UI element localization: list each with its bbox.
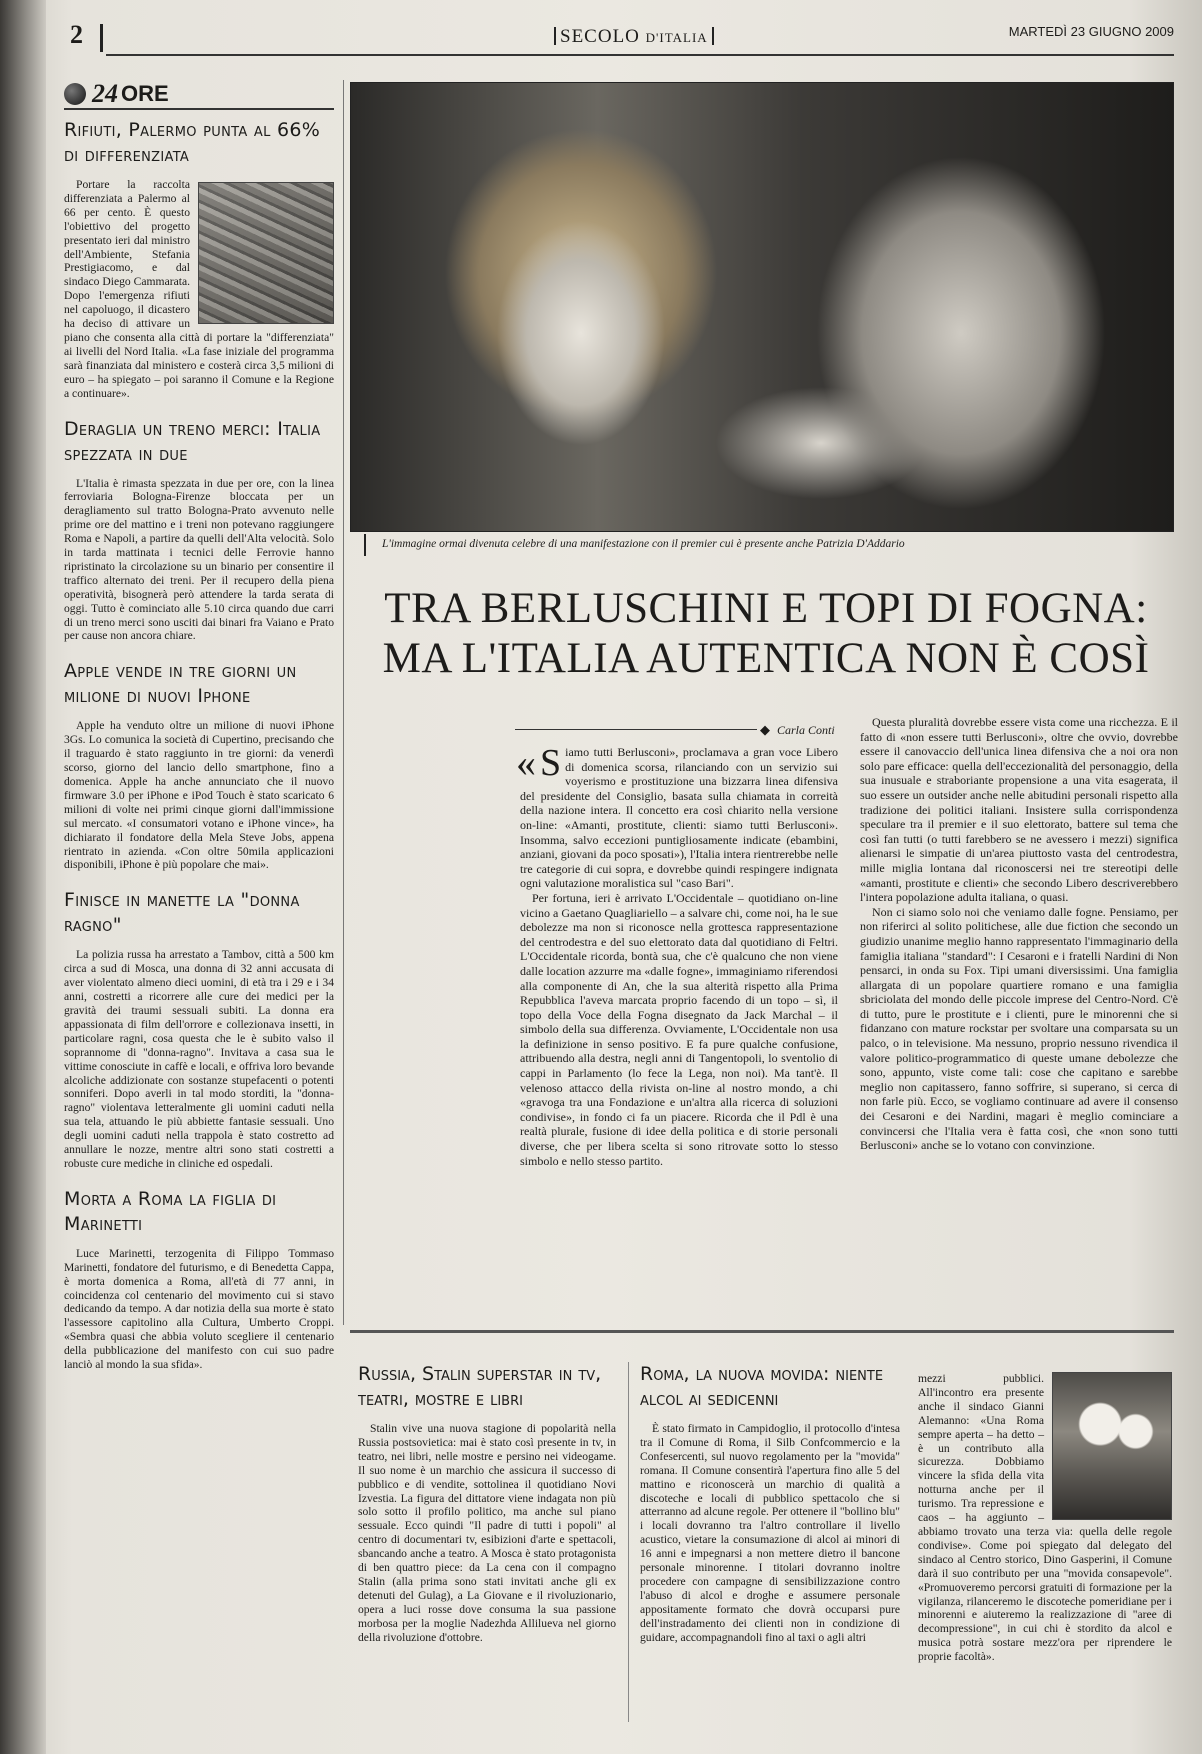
article-column-1 (516, 740, 838, 1168)
brief-donna-ragno (64, 888, 334, 1171)
headline-line-1: TRA BERLUSCHINI E TOPI DI FOGNA: (384, 585, 1148, 632)
globe-icon (64, 83, 86, 105)
brief-body: La polizia russa ha arrestato a Tambov, città a 500 km circa a sud di Mosca, una donna di 32 anni accusata di aver violentato almeno dieci uomini, di età tra i 29 e i 34 anni, costretti a ricorrere alle cure dei medici per la gravità dei traumi sessuali subiti. La donna era appassionata di film dell'orrore e collezionava insetti, in particolare ragni, cosa questa che le è subito valso il soprannome di "donna-ragno". Invitava a casa sua le vittime conosciute in caffè e locali, e offriva loro bevande alcoliche addizionate con sostanze stupefacenti o potenti sonniferi. Dopo averli in tal modo storditi, la "donna-ragno" violentava letteralmente gli uomini caduti nella sua tela, attuando le più abbiette fantasie sessuali. Uno degli uomini caduti nella trappola è stato costretto ad annullare le nozze, mentre altri sono stati costretti a robuste cure mediche in cliniche ed ospedali. (64, 948, 334, 1170)
news-briefs-column (64, 80, 334, 1720)
brief-title: Morta a Roma la figlia di Marinetti (64, 1187, 277, 1235)
logo-text: ORE (121, 81, 169, 106)
headline-line-2: MA L'ITALIA AUTENTICA NON È COSÌ (382, 635, 1150, 682)
brief-title: Finisce in manette la "donna ragno" (64, 889, 300, 937)
brief-body: Portare la raccolta differenziata a Palermo al 66 per cento. È questo l'obiettivo del progetto presentato ieri dal ministro dell'Ambiente, Stefania Prestigiacomo, e dal sindaco Diego Cammarata. Dopo l'emergenza rifiuti nel capoluogo, il dicastero ha deciso di attivare un piano che consenta alla città di portare la "differenziata" ai livelli del Nord Italia. «La fase iniziale del programma sarà finanziata dal ministero e costerà circa 3,5 milioni di euro – ha spiegato – poi saranno il Comune e la Regione a continuare». (64, 178, 334, 400)
article-paragraph: Non ci siamo solo noi che veniamo dalle fogne. Pensiamo, per non riferirci al solito politichese, alle due fiction che secondo un giudizio unanime meglio hanno rappresentato l'immaginario della famiglia italiana "standard": I Cesaroni e i fratelli Nardini di Non pensarci, in onda su Fox. Tipi umani diversissimi. Una famiglia allargata di un popolare quartiere romano e una famiglia sbriciolata del mondo delle piccole imprese del Centro-Nord. C'è di tutto, pure le prostitute e i clienti, pure le minorenni che si fidanzano con mature rockstar per svoltare una comparsata su un palco, o in televisione. Ma nessuno, proprio nessuno rivendica il valore politico-programmatico di queste umane debolezze che sono, appunto, viste come tali: cose che capitano e sarebbe meglio non capitassero, fanno soffrire, si superano, si cerca di non farle più. Ecco, se vogliamo continuare ad avere il consenso dei Cesaroni e dei Nardini, magari è meglio cominciare a convincersi che l'Italia vera è fatta così, che «non sono tutti Berlusconi» anche se lo votano con convinzione. (860, 904, 1178, 1153)
article-movida (640, 1362, 900, 1645)
section-divider (350, 1330, 1174, 1333)
column-separator (343, 80, 344, 1325)
page-number: 2 (70, 20, 83, 49)
photo-movida (1052, 1372, 1172, 1520)
article-body: Stalin vive una nuova stagione di popolarità nella Russia postsovietica: mai è stato così presente in tv, in teatro, nei libri, nelle mostre e persino nei videogame. Il suo nome è un marchio che assicura il successo di pubblico e di vendite, sottolinea il quotidiano Novi Izvestia. La figura del dittatore viene indagata non più solo sotto il profilo politico, ma anche sul piano sessuale. Ecco quindi "Il padre di tutti i popoli" al centro di documentari tv, esibizioni d'arte e spettacoli, sbancando anche a teatro. A Mosca è stato protagonista di ben quattro piece: da La cena con il compagno Stalin (alla prima sono stati invitati anche gli ex detenuti del Gulag), a La Giovane e il rivoluzionario, opera a luci rosse dove consuma la sua passione morbosa per la moglie Nadezhda Allilueva nel giorno della rivoluzione d'ottobre. (358, 1422, 616, 1644)
diamond-icon: ◆ (760, 722, 770, 737)
brief-apple (64, 659, 334, 872)
header-rule (106, 54, 1174, 56)
article-movida-continued (918, 1372, 1172, 1664)
photo-caption: L'immagine ormai divenuta celebre di una manifestazione con il premier cui è presente anche Patrizia D'Addario (382, 538, 905, 550)
column-separator (628, 1362, 629, 1722)
article-column-2 (860, 715, 1178, 1153)
logo-number: 24 (92, 79, 118, 108)
masthead-small: D'ITALIA (645, 30, 708, 45)
brief-body: L'Italia è rimasta spezzata in due per ore, con la linea ferroviaria Bologna-Firenze bloccata per un deragliamento sul tratto Bologna-Prato avvenuto nelle prime ore del mattino e i treni non potevano raggiungere Roma e Napoli, a partire da quelli dell'Alta velocità. Solo in tarda mattinata i tecnici delle Ferrovie hanno ripristinato la circolazione su un binario per consentire il traffico alternato dei treni. Per il recupero della piena operatività, bisognerà però attendere la tarda serata di oggi. Tutto è cominciato alle 5.10 circa quando due carri di un treno merci sono usciti dai binari fra Vaiano e Prato per cause non ancora chiare. (64, 476, 334, 643)
article-title: Russia, Stalin superstar in tv, teatri, mostre e libri (358, 1363, 602, 1410)
page-binding (0, 0, 46, 1754)
main-headline (358, 584, 1174, 684)
masthead-bar-right (712, 27, 714, 45)
section-logo (64, 80, 334, 110)
brief-palermo (64, 118, 334, 401)
brief-title: Deraglia un treno merci: Italia spezzata in due (64, 417, 321, 465)
masthead-bar-left (554, 27, 556, 45)
photo-rifiuti (198, 182, 334, 324)
page-header (70, 20, 1174, 54)
caption-bar (364, 534, 366, 556)
article-body: È stato firmato in Campidoglio, il protocollo d'intesa tra il Comune di Roma, il Silb Confcommercio e la Confesercenti, sul nuovo regolamento per la "movida" romana. Il Comune consentirà l'apertura fino alle 5 del mattino e riconoscerà un marchio di qualità a discoteche e locali di pubblico spettacolo che si atterranno ad alcune regole. Per ottenere il "bollino blu" i locali dovranno tra l'altro controllare il livello acustico, vietare la consumazione di alcol ai minori di 16 anni e impegnarsi a non mettere dietro il bancone personale minorenne. I titolari dovranno inoltre procedere con campagne di sensibilizzazione contro l'abuso di alcol e droghe e assumere personale appositamente formato che dovrà occuparsi pure dell'instradamento dei clienti non in condizione di guidare, accompagnandoli fino al taxi o agli altri (640, 1422, 900, 1644)
article-title: Roma, la nuova movida: niente alcol ai sedicenni (640, 1363, 884, 1410)
main-article (516, 715, 1180, 1315)
main-photo (350, 82, 1174, 532)
drop-quote: « (516, 740, 536, 785)
page-number-bar (100, 24, 103, 52)
article-paragraph: Questa pluralità dovrebbe essere vista come una ricchezza. E il fatto di «non essere tutti Berlusconi», oltre che ovvio, dovrebbe essere il canovaccio dell'unica linea difensiva che a noi ora non solo pare efficace: quella dell'eccezionalità del personaggio, della sua inusuale e straboriante propensione a una vita esagerata, il suo essere un outsider anche nelle abitudini personali rispetto alla tradizione dei politici italiani. Insistere sulla corrispondenza speculare tra il premier e il suo elettorato, battere sul tema che così fan tutti (o tutti farebbero se ne avessero i mezzi) significa alienarsi le simpatie di un'area piuttosto vasta del centrodestra, mille miglia lontana dal riconoscersi nei tre stereotipi delle «amanti, prostitute e clienti» che secondo Libero descriverebbero l'intera popolazione adulta italiana, o quasi. (860, 715, 1178, 905)
article-paragraph: Per fortuna, ieri è arrivato L'Occidentale – quotidiano on-line vicino a Gaetano Quagliariello – a salvare chi, come noi, ha le sue debolezze ma non si riconosce nella grottesca rappresentazione del centrodestra e del suo elettorato data dal quotidiano di Feltri. L'Occidentale ricorda, bontà sua, che c'è qualcuno che non viene dalle location azzurre ma «dalle fogne», immaginiamo riferendosi alla componente di An, che la sua alterità rispetto alla Prima Repubblica l'aveva marcata proprio facendo di un topo – sì, il topo della Voce della Fogna disegnato da Jack Marchal – il simbolo della sua differenza. Ovviamente, L'Occidentale non usa la definizione in senso positivo. E fa pure qualche confusione, attribuendo alla destra, negli anni di Tangentopoli, lo sventolio di cappi in Parlamento (lo fece la Lega, non noi). Ma tant'è. Il velenoso attacco della rivista on-line al nostro mondo, a chi «gravoga tra una Fondazione e un'altra alla ricerca di soluzioni condivise», in fondo ci fa un piacere. Ricorda che il Pdl è una realtà plurale, fusione di idee della politica e di storie personali diverse, che per libera scelta si sono ritrovate sotto lo stesso simbolo e nello stesso partito. (520, 890, 838, 1168)
drop-cap: S (540, 742, 562, 784)
brief-title: Rifiuti, Palermo punta al 66% di differenziata (64, 119, 321, 166)
masthead (550, 26, 718, 48)
article-body: mezzi pubblici. All'incontro era presente anche il sindaco Gianni Alemanno: «Una Roma sempre aperta – ha detto – è un contributo alla sicurezza. Dobbiamo vincere la sfida della vita notturna anche per il turismo. Tra repressione e caos – ha aggiunto – abbiamo trovato una terza via: quella delle regole condivise». Come poi spiegato dal delegato del sindaco al Centro storico, Dino Gasperini, il Comune darà il suo contributo per una "movida consapevole". «Promuoveremo percorsi gratuiti di formazione per la vigilanza, rilanceremo le discoteche pomeridiane per i minorenni e aiuteremo la realizzazione di "aree di decompressione", in cui chi è stordito da alcol e musica potrà sostare mezz'ora per riprendere le proprie facoltà». (918, 1372, 1172, 1664)
brief-title: Apple vende in tre giorni un milione di nuovi Iphone (64, 660, 297, 708)
article-stalin (358, 1362, 616, 1645)
article-paragraph: « S iamo tutti Berlusconi», proclamava a gran voce Libero di domenica scorsa, rilanciando con un servizio sui voyerismo e prostituzione una bizzarra linea difensiva del presidente del Consiglio, basata sulla chiamata in correità della nazione intera. Il concetto era così chiarito nella versione on-line: «Amanti, prostitute, clienti: siamo tutti Berlusconi». Insomma, salvo eccezioni puntigliosamente indicate (ebambini, anziani, giovani da poco sposati»), l'Italia intera rientrerebbe nelle tre categorie di cui sopra, e dovrebbe quindi respingere indignata ogni valutazione moralistica sul "caso Bari". (516, 740, 838, 891)
brief-body: Apple ha venduto oltre un milione di nuovi iPhone 3Gs. Lo comunica la società di Cupertino, precisando che il traguardo è stato raggiunto in tre giorni: da venerdì scorso, giorno del lancio dello smartphone, fino a domenica. Apple ha anche annunciato che il nuovo firmware 3.0 per iPhone e iPod Touch è stato scaricato 6 milioni di volte nei primi cinque giorni dall'immissione sul mercato. «I consumatori votano e iPhone vince», ha dichiarato il fondatore della Mela Steve Jobs, appena rientrato in azienda. «Con oltre 50mila applicazioni disponibili, iPhone è più popolare che mai». (64, 719, 334, 872)
brief-body: Luce Marinetti, terzogenita di Filippo Tommaso Marinetti, fondatore del futurismo, e di Benedetta Cappa, è morta domenica a Roma, all'età di 77 anni, in coincidenza col centenario del movimento cui si stavo dedicando da tempo. A dar notizia della sua morte è stato l'assessore capitolino alla Cultura, Umberto Croppi. «Sembra quasi che abbia voluto scegliere il centenario della pubblicazione del manifesto con cui suo padre lanciò al mondo la sua sfida». (64, 1246, 334, 1372)
author-name: Carla Conti (777, 723, 835, 737)
brief-marinetti (64, 1187, 334, 1372)
masthead-main: SECOLO (560, 26, 640, 47)
issue-date: MARTEDÌ 23 GIUGNO 2009 (1008, 24, 1174, 39)
brief-treno (64, 417, 334, 644)
